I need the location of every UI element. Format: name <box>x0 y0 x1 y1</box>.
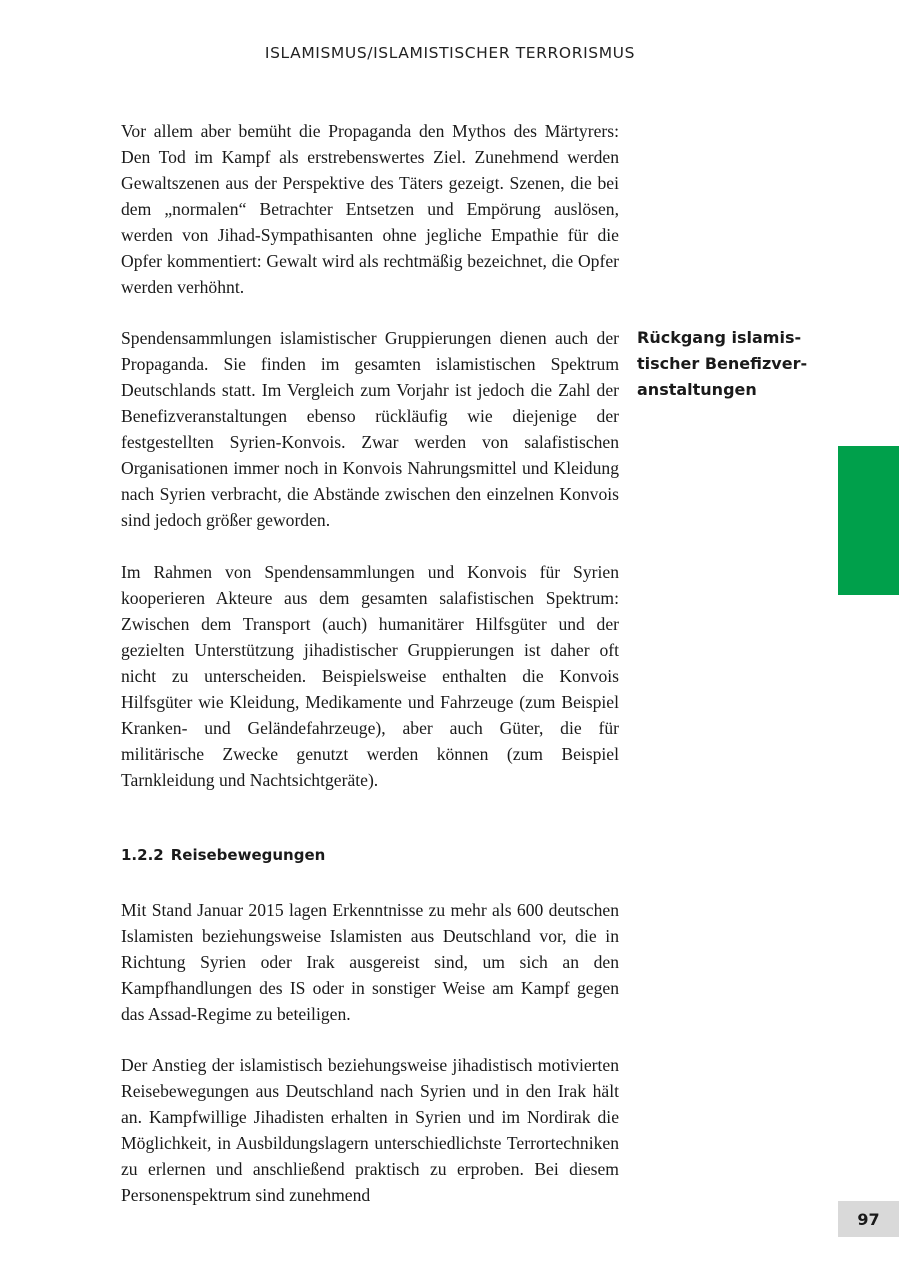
margin-note: Rückgang islamistischer Benefizveranstaltungen <box>637 328 808 399</box>
section-number: 1.2.2 <box>121 846 164 864</box>
body-paragraph: Mit Stand Januar 2015 lagen Erkenntnisse zu mehr als 600 deutschen Islamisten beziehungsweise Islamisten aus Deutschland vor, die in Richtung Syrien oder Irak ausgereist sind, um sich an den Kampfhandlungen des IS oder in sonstiger Weise am Kampf gegen das Assad-Regime zu beteiligen. <box>121 900 619 1024</box>
body-paragraph: Der Anstieg der islamistisch beziehungsweise jihadistisch motivierten Reisebewegungen aus Deutschland nach Syrien und in den Irak hält an. Kampfwillige Jihadisten erhalten in Syrien und im Nordirak die Möglichkeit, in Ausbildungslagern unterschiedlichste Terrortechniken zu erlernen und anschließend praktisch zu erproben. Bei diesem Personenspektrum sind zunehmend <box>121 1055 619 1205</box>
page-number: 97 <box>838 1201 899 1237</box>
body-paragraph: Vor allem aber bemüht die Propaganda den Mythos des Märtyrers: Den Tod im Kampf als erstrebenswertes Ziel. Zunehmend werden Gewaltszenen aus der Perspektive des Täters gezeigt. Szenen, die bei dem „normalen“ Betrachter Entsetzen und Empörung auslösen, werden von Jihad-Sympathisanten ohne jegliche Empathie für die Opfer kommentiert: Gewalt wird als rechtmäßig bezeichnet, die Opfer werden verhöhnt. <box>121 121 619 297</box>
body-paragraph: Spendensammlungen islamistischer Gruppierungen dienen auch der Propaganda. Sie finden im gesamten islamistischen Spektrum Deutschlands statt. Im Vergleich zum Vorjahr ist jedoch die Zahl der Benefizveranstaltungen ebenso rückläufig wie diejenige der festgestellten Syrien-Konvois. Zwar werden von salafistischen Organisationen immer noch in Konvois Nahrungsmittel und Kleidung nach Syrien verbracht, die Abstände zwischen den einzelnen Konvois sind jedoch größer geworden. <box>121 328 619 530</box>
section-title: Reisebewegungen <box>170 846 326 864</box>
section-heading <box>121 846 325 864</box>
running-head: ISLAMISMUS/ISLAMISTISCHER TERRORISMUS <box>264 44 636 62</box>
chapter-tab <box>838 446 899 595</box>
body-paragraph: Im Rahmen von Spendensammlungen und Konvois für Syrien kooperieren Akteure aus dem gesamten salafistischen Spektrum: Zwischen dem Transport (auch) humanitärer Hilfsgüter und der gezielten Unterstützung jihadistischer Gruppierungen ist daher oft nicht zu unterscheiden. Beispielsweise enthalten die Konvois Hilfsgüter wie Kleidung, Medikamente und Fahrzeuge (zum Beispiel Kranken- und Geländefahrzeuge), aber auch Güter, die für militärische Zwecke genutzt werden können (zum Beispiel Tarnkleidung und Nachtsichtgeräte). <box>121 562 619 790</box>
